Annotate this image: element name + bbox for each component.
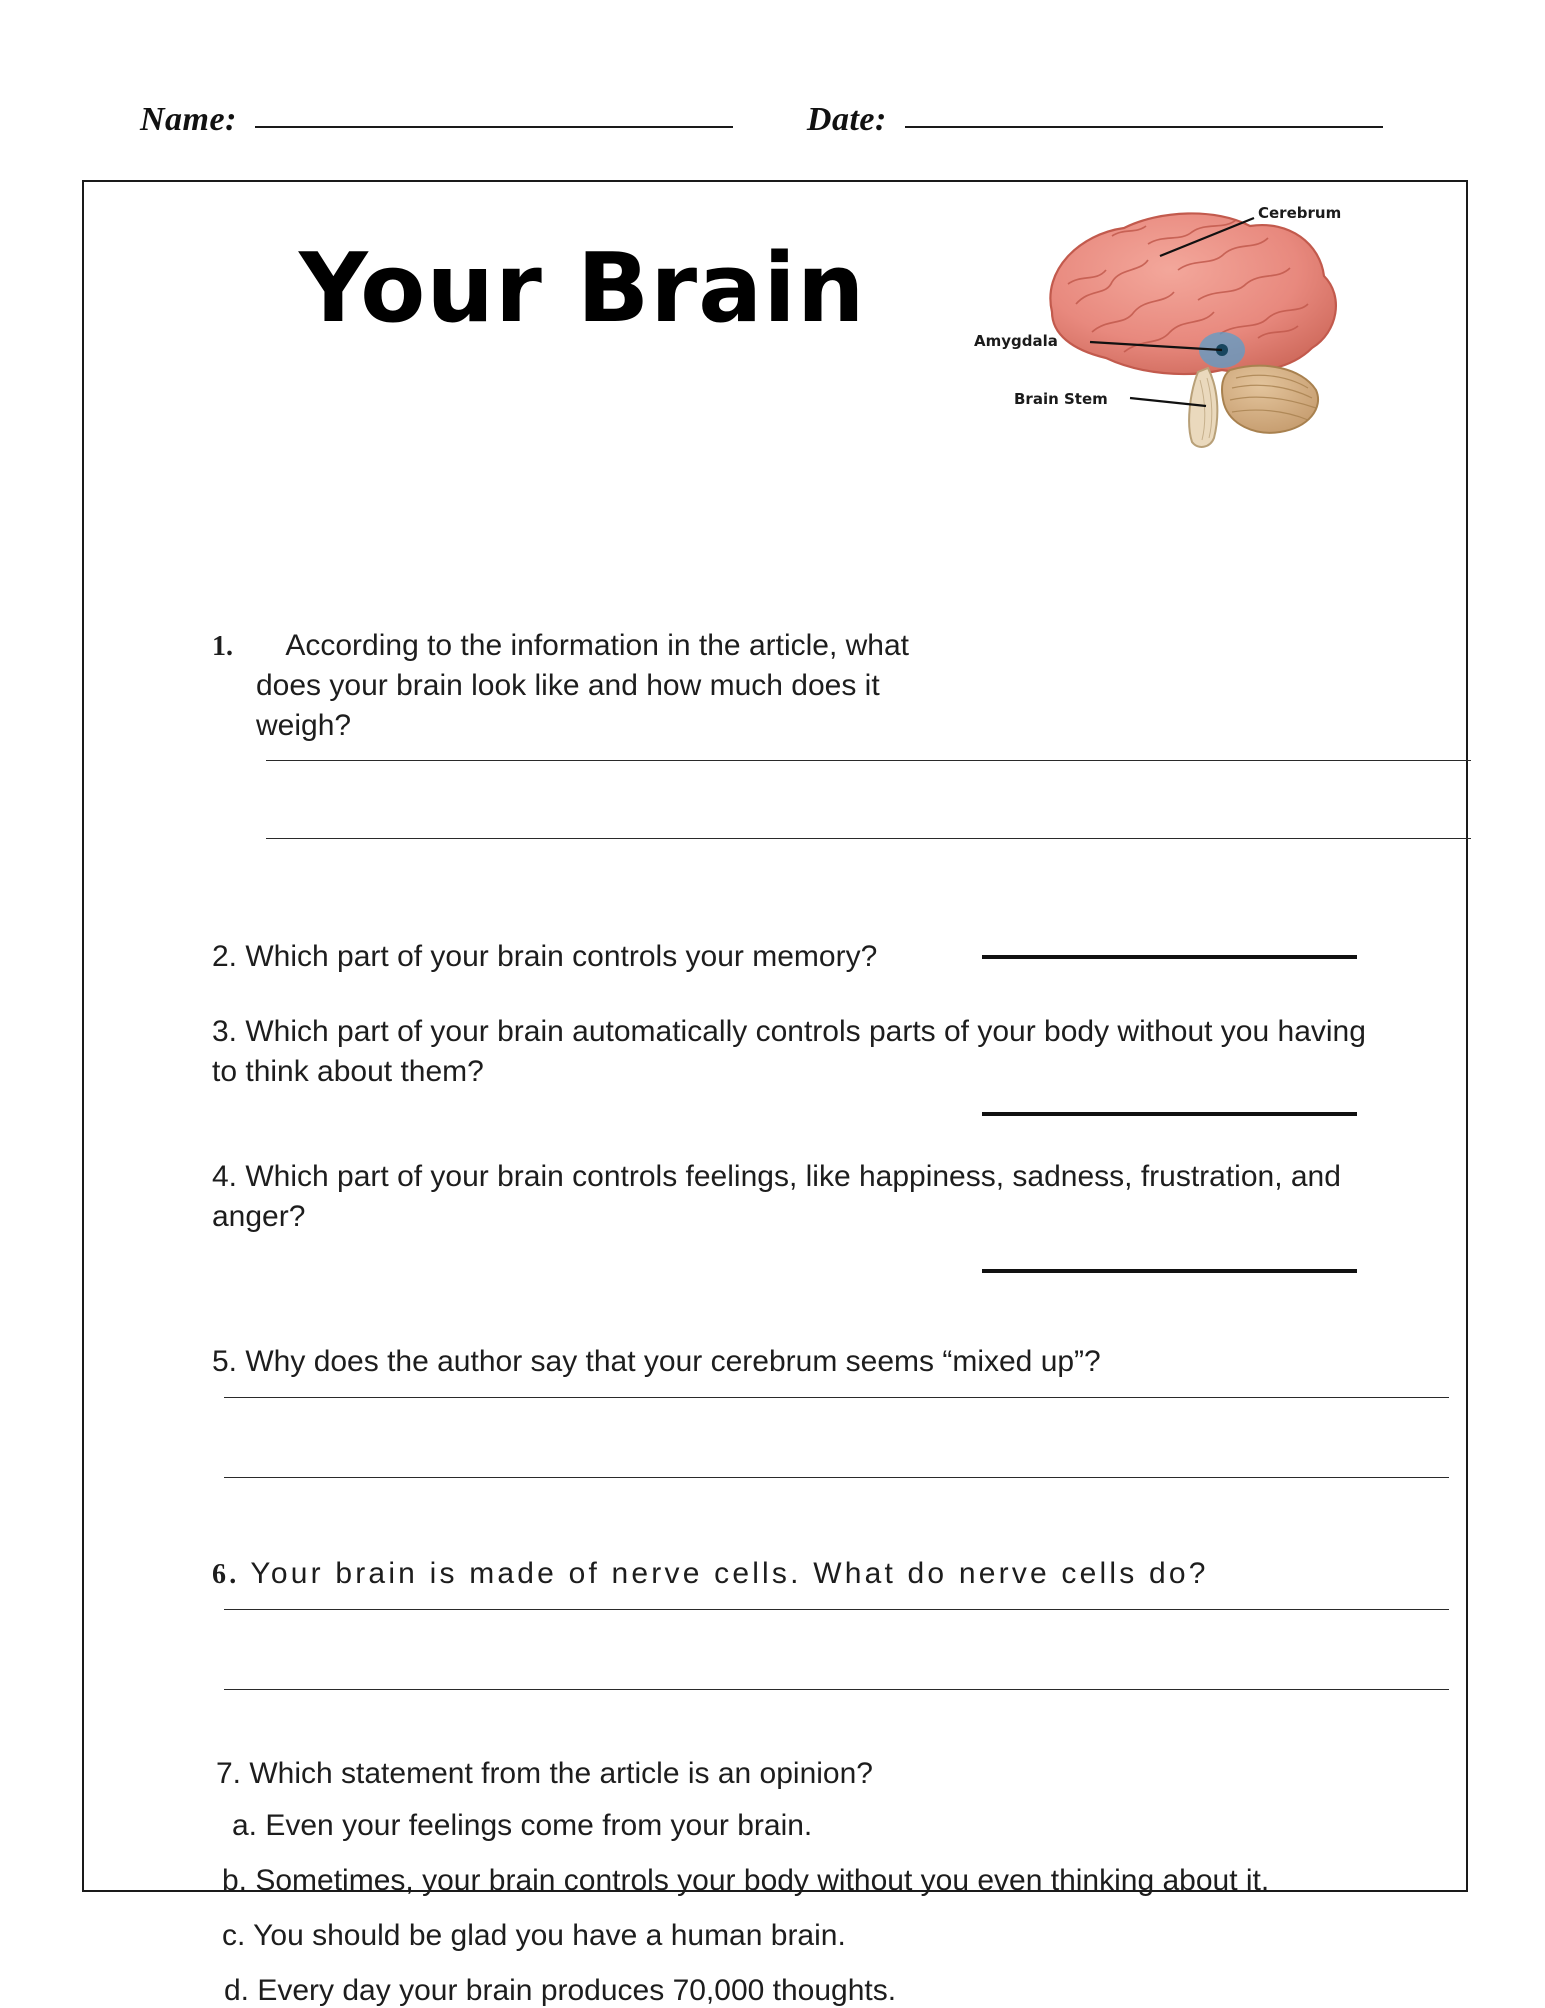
amygdala-label: Amygdala [974,332,1058,350]
question-6-number: 6. [212,1559,240,1590]
question-7: 7. Which statement from the article is an opinion? [216,1757,873,1790]
brain-illustration-svg [972,192,1452,452]
name-date-header [0,96,1545,144]
question-6-answer-line-1[interactable] [224,1609,1449,1610]
question-7-choice-c[interactable]: c. You should be glad you have a human brain. [222,1919,846,1952]
worksheet-border-box [82,180,1468,2007]
question-7-choice-d[interactable]: d. Every day your brain produces 70,000 thoughts. [224,1974,897,2007]
question-4-answer-blank[interactable] [982,1269,1357,1273]
question-5-answer-line-2[interactable] [224,1477,1449,1478]
date-label: Date: [806,101,887,138]
question-5: 5. Why does the author say that your cerebrum seems “mixed up”? [212,1345,1101,1378]
question-6-answer-line-2[interactable] [224,1689,1449,1690]
question-1-number: 1. [212,631,233,662]
question-2: 2. Which part of your brain controls your memory? [212,940,878,973]
question-1 [212,626,952,745]
question-6-text: Your brain is made of nerve cells. What do nerve cells do? [250,1557,1209,1590]
brain-stem-label: Brain Stem [1014,390,1108,408]
cerebrum-label: Cerebrum [1258,204,1342,222]
question-4: 4. Which part of your brain controls feelings, like happiness, sadness, frustration, and anger? [212,1160,1341,1233]
question-5-answer-line-1[interactable] [224,1397,1449,1398]
question-7-choice-b[interactable]: b. Sometimes, your brain controls your body without you even thinking about it. [222,1864,1270,1897]
question-1-answer-line-1[interactable] [266,760,1471,761]
question-1-line-1: According to the information in the article, what [285,629,910,662]
brain-diagram [972,192,1452,452]
question-3: 3. Which part of your brain automatically controls parts of your body without you having to think about them? [212,1015,1366,1088]
question-2-answer-blank[interactable] [982,955,1357,959]
question-1-answer-line-2[interactable] [266,838,1471,839]
question-7-choice-a[interactable]: a. Even your feelings come from your brain. [232,1809,813,1842]
name-label: Name: [140,101,237,138]
question-6 [212,1554,1452,1594]
question-1-line-2: does your brain look like and how much does it weigh? [256,668,880,742]
name-write-line[interactable] [255,126,733,128]
question-3-answer-blank[interactable] [982,1112,1357,1116]
page-title: Your Brain [299,234,866,344]
date-write-line[interactable] [905,126,1383,128]
